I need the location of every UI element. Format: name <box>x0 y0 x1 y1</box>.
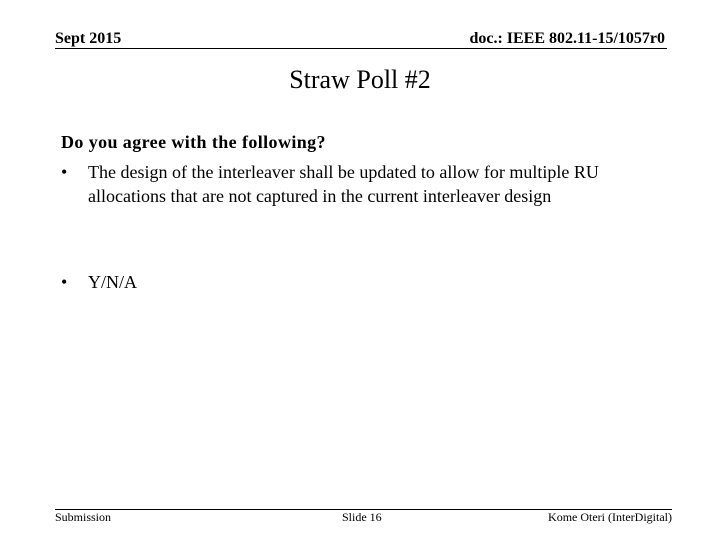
bullet-item-vote-options <box>61 270 671 294</box>
bullet-icon: • <box>61 162 68 182</box>
header-divider <box>55 48 667 49</box>
footer-author: Kome Oteri (InterDigital) <box>548 510 672 524</box>
slide-title: Straw Poll #2 <box>289 65 431 94</box>
bullet-item-interleaver <box>61 160 671 208</box>
header-doc-id: doc.: IEEE 802.11-15/1057r0 <box>469 30 665 47</box>
poll-question: Do you agree with the following? <box>61 132 326 152</box>
footer-slide-number: Slide 16 <box>342 510 382 524</box>
bullet-text: Y/N/A <box>88 272 137 292</box>
footer-submission: Submission <box>55 510 112 524</box>
bullet-icon: • <box>61 272 68 292</box>
bullet-text: The design of the interleaver shall be updated to allow for multiple RU allocations that are not captured in the current interleaver design <box>88 162 599 206</box>
header-date: Sept 2015 <box>55 30 122 47</box>
